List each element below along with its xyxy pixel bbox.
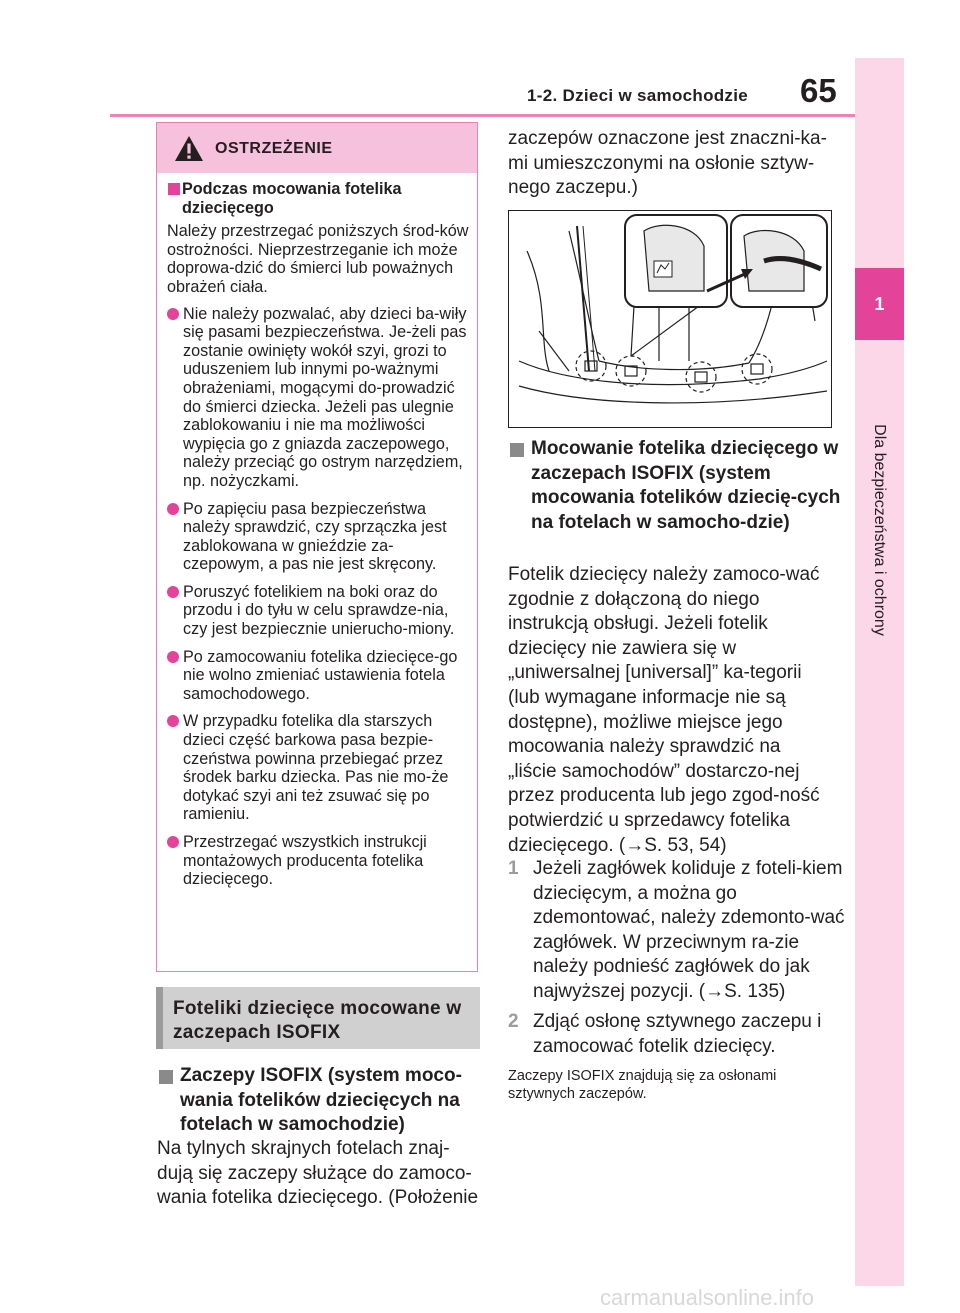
mounting-paragraph: Fotelik dziecięcy należy zamoco-wać zgodnie z dołączoną do niego instrukcją obsługi. Jeżeli fotelik dziecięcy nie zawiera się w „uniwersalnej [universal]” ka-tegorii (lub wymagane informacje nie są dostępne), możliwe miejsce jego mocowania należy sprawdzić na „liście samochodów” dostarczo-nej przez producenta lub jego zgod-ność potwierdzić u sprzedawcy fotelika dziecięcego. (→S. 53, 54) <box>508 564 820 856</box>
pink-square-bullet-icon <box>168 183 180 195</box>
pink-dot-bullet-icon <box>167 651 179 663</box>
page-number: 65 <box>800 72 837 109</box>
warning-list <box>167 305 469 889</box>
warning-intro: Należy przestrzegać poniższych środ-ków ostrożności. Nieprzestrzeganie ich może doprowa-dzić do śmierci lub poważnych obrażeń ciała. <box>167 222 469 296</box>
isofix-anchors-paragraph: Na tylnych skrajnych fotelach znaj-dują się zaczepy służące do zamoco-wania fotelika dziecięcego. (Położenie <box>157 1138 479 1209</box>
warning-box <box>156 122 478 972</box>
warning-subheading: Podczas mocowania fotelika dziecięcego <box>167 180 469 217</box>
continuation-paragraph: zaczepów oznaczone jest znaczni-ka-mi umieszczonymi na osłonie sztyw-nego zaczepu.) <box>508 128 827 199</box>
section-banner: Foteliki dziecięce mocowane w zaczepach ISOFIX <box>156 987 480 1049</box>
watermark: carmanualsonline.info <box>600 1285 815 1310</box>
pink-dot-bullet-icon <box>167 586 179 598</box>
rear-seat-isofix-illustration <box>509 211 831 427</box>
step-number: 1 <box>508 858 519 879</box>
warning-item: Poruszyć fotelikiem na boki oraz do przodu i do tyłu w celu sprawdze-nia, czy jest bezpiecznie unierucho-miony. <box>167 583 469 639</box>
warning-header <box>157 123 477 173</box>
chapter-number-tab: 1 <box>855 268 904 340</box>
header-divider <box>110 114 860 117</box>
gray-square-bullet-icon <box>159 1070 173 1084</box>
warning-title: OSTRZEŻENIE <box>215 140 333 157</box>
isofix-illustration <box>508 210 832 428</box>
warning-item: Nie należy pozwalać, aby dzieci ba-wiły się pasami bezpieczeństwa. Je-żeli pas zostanie owinięty wokół szyi, grozi to uduszeniem lub innymi po-ważnymi obrażeniami, mogącymi do-prowadzić do śmierci dziecka. Jeżeli pas ulegnie zablokowaniu i nie ma możliwości wypięcia go z gniazda zaczepowego, należy przeciąć go ostrym narzędziem, np. nożyczkami. <box>167 305 469 491</box>
warning-item: Przestrzegać wszystkich instrukcji montażowych producenta fotelika dziecięcego. <box>167 833 469 889</box>
step-2: 2 Zdjąć osłonę sztywnego zaczepu i zamocować fotelik dziecięcy. <box>508 1011 822 1057</box>
warning-triangle-icon <box>174 135 204 162</box>
gray-square-bullet-icon <box>510 443 524 457</box>
side-tab-bar <box>855 58 904 1286</box>
section-title: 1-2. Dzieci w samochodzie <box>527 86 749 105</box>
warning-item: Po zapięciu pasa bezpieczeństwa należy sprawdzić, czy sprzączka jest zablokowana w gnieździe za-czepowym, a pas nie jest skręcony. <box>167 500 469 574</box>
chapter-title-vertical: Dla bezpieczeństwa i ochrony <box>871 424 888 636</box>
pink-dot-bullet-icon <box>167 503 179 515</box>
isofix-note: Zaczepy ISOFIX znajdują się za osłonami sztywnych zaczepów. <box>508 1068 777 1102</box>
warning-body <box>157 173 477 889</box>
pink-dot-bullet-icon <box>167 308 179 320</box>
warning-item: Po zamocowaniu fotelika dziecięce-go nie wolno zmieniać ustawienia fotela samochodowego. <box>167 648 469 704</box>
step-1: 1 Jeżeli zagłówek koliduje z foteli-kiem dziecięcym, a można go zdemontować, należy zdemonto-wać zagłówek. W przeciwnym ra-zie należy podnieść zagłówek do jak najwyższej pozycji. (→S. 135) <box>508 858 845 1002</box>
warning-item: W przypadku fotelika dla starszych dzieci część barkowa pasa bezpie-czeństwa powinna przebiegać przez środek barku dziecka. Pas nie mo-że dotykać szyi ani też zsuwać się po ramieniu. <box>167 712 469 824</box>
isofix-mounting-subheading: Mocowanie fotelika dziecięcego w zaczepach ISOFIX (system mocowania fotelików dziecię-cych na fotelach w samocho-dzie) <box>508 437 855 535</box>
step-number: 2 <box>508 1011 519 1032</box>
pink-dot-bullet-icon <box>167 836 179 848</box>
isofix-anchors-subheading: Zaczepy ISOFIX (system moco-wania fotelików dziecięcych na fotelach w samochodzie) <box>157 1064 500 1138</box>
pink-dot-bullet-icon <box>167 715 179 727</box>
